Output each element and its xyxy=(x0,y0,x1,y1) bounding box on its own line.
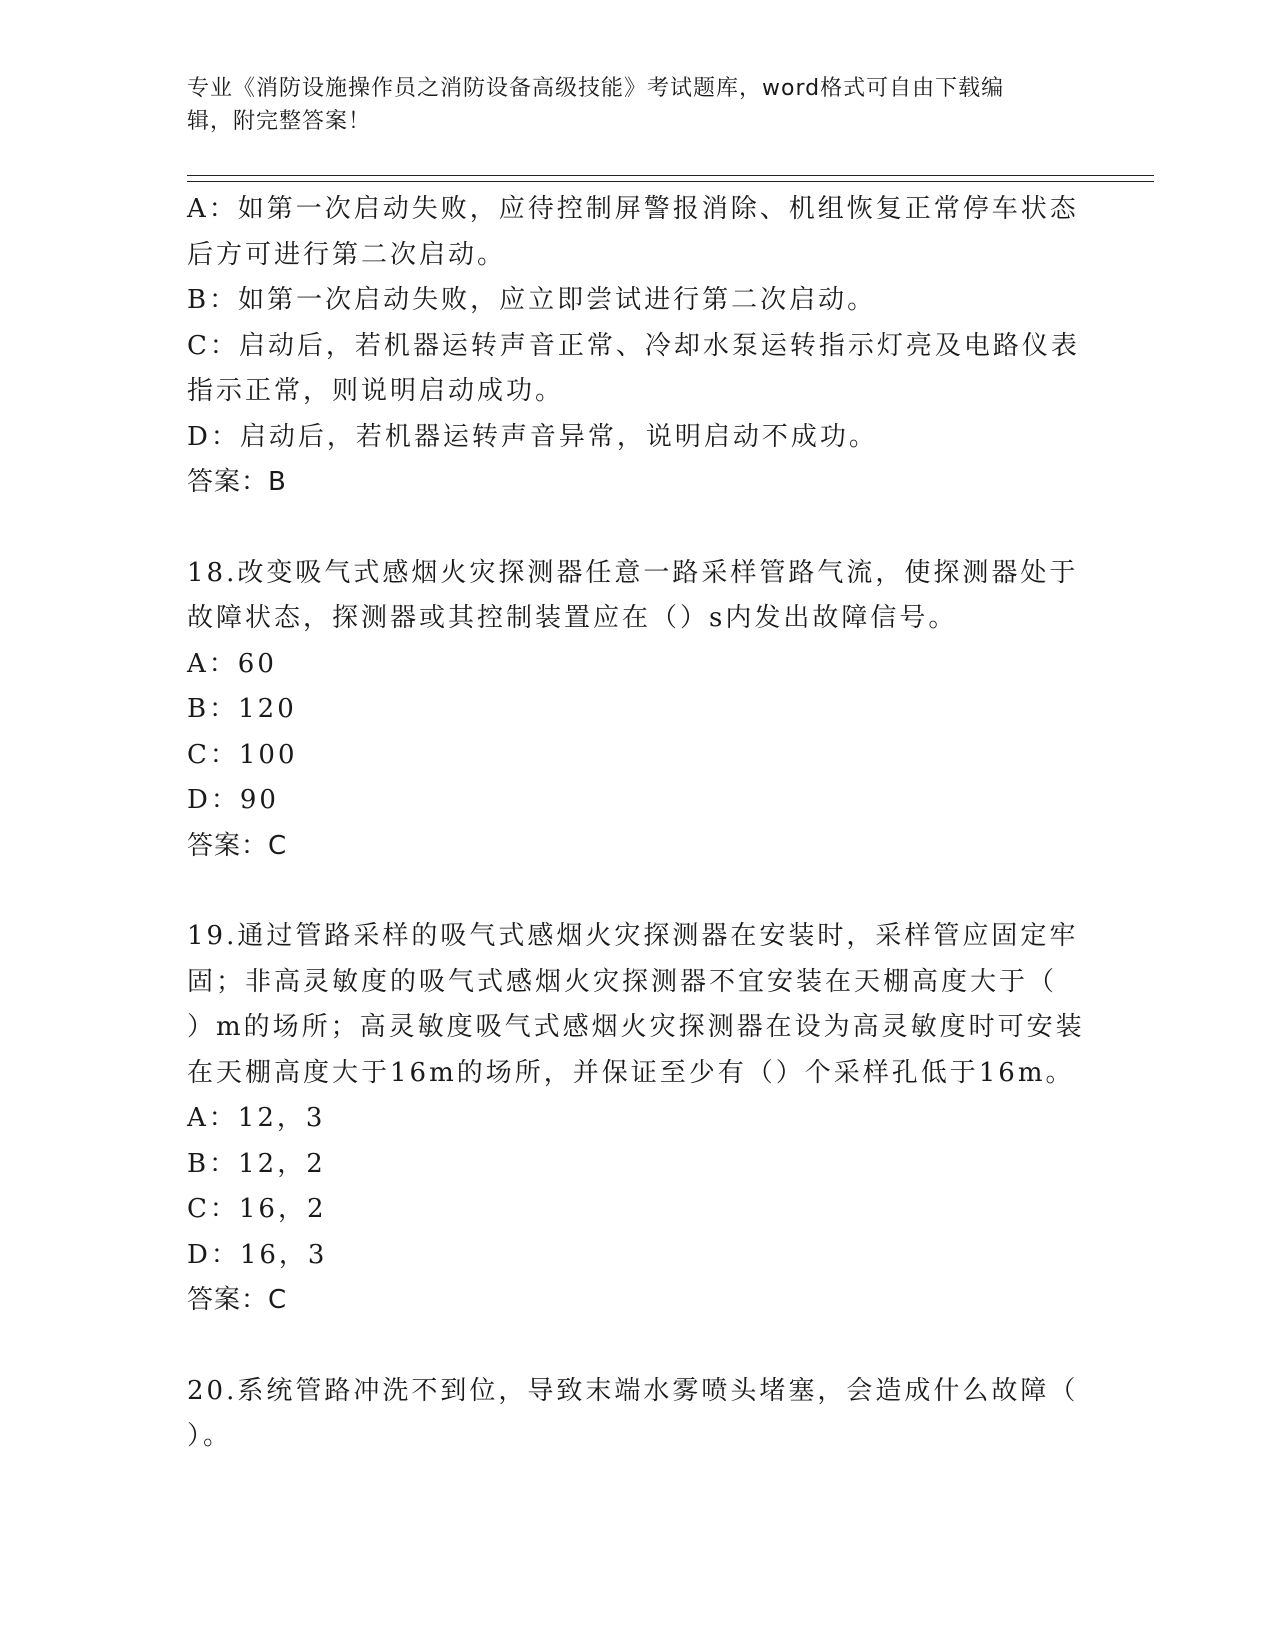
header-divider-bottom xyxy=(187,181,1154,182)
question-content xyxy=(187,187,1087,1460)
q17-answer: 答案：B xyxy=(187,467,287,497)
question-17 xyxy=(187,187,1087,506)
q19-option-d: D：16，3 xyxy=(187,1239,328,1270)
q20-stem-line-1: 20.系统管路冲洗不到位，导致末端水雾喷头堵塞，会造成什么故障（ xyxy=(187,1375,1079,1406)
question-20 xyxy=(187,1369,1087,1460)
q17-option-b: B：如第一次启动失败，应立即尝试进行第二次启动。 xyxy=(187,285,877,315)
q19-stem-line-1: 19.通过管路采样的吸气式感烟火灾探测器在安装时，采样管应固定牢 xyxy=(187,921,1079,951)
q17-option-c-line-2: 指示正常，则说明启动成功。 xyxy=(187,376,565,406)
spacer xyxy=(187,869,1087,914)
q19-stem-line-4: 在天棚高度大于16m的场所，并保证至少有（）个采样孔低于16m。 xyxy=(187,1057,1075,1088)
q17-option-d: D：启动后，若机器运转声音异常，说明启动不成功。 xyxy=(187,421,878,452)
header-line-2: 辑，附完整答案！ xyxy=(187,109,372,134)
q18-option-d: D：90 xyxy=(187,785,279,815)
header-line-1: 专业《消防设施操作员之消防设备高级技能》考试题库，word格式可自由下载编 xyxy=(187,76,1005,101)
q18-option-c: C：100 xyxy=(187,739,298,770)
q19-option-b: B：12，2 xyxy=(187,1148,326,1179)
q20-stem-line-2: ）。 xyxy=(187,1421,233,1451)
q18-answer: 答案：C xyxy=(187,830,288,861)
q19-stem-line-3: ）m的场所；高灵敏度吸气式感烟火灾探测器在设为高灵敏度时可安装 xyxy=(187,1012,1085,1042)
header-divider-top xyxy=(187,175,1154,176)
q19-option-a: A：12，3 xyxy=(187,1103,326,1133)
q18-option-b: B：120 xyxy=(187,694,297,724)
spacer xyxy=(187,1324,1087,1369)
spacer xyxy=(187,506,1087,551)
q18-stem-line-1: 18.改变吸气式感烟火灾探测器任意一路采样管路气流，使探测器处于 xyxy=(187,557,1079,588)
q19-stem-line-2: 固；非高灵敏度的吸气式感烟火灾探测器不宜安装在天棚高度大于（ xyxy=(187,966,1058,997)
question-19 xyxy=(187,914,1087,1324)
q17-option-c-line-1: C：启动后，若机器运转声音正常、冷却水泵运转指示灯亮及电路仪表 xyxy=(187,330,1080,361)
q17-option-a-line-2: 后方可进行第二次启动。 xyxy=(187,239,507,270)
question-18 xyxy=(187,551,1087,870)
q18-option-a: A：60 xyxy=(187,648,277,679)
q19-option-c: C：16，2 xyxy=(187,1194,327,1224)
q19-answer: 答案：C xyxy=(187,1285,288,1315)
page-header xyxy=(187,72,1067,138)
q18-stem-line-2: 故障状态，探测器或其控制装置应在（）s内发出故障信号。 xyxy=(187,603,958,633)
q17-option-a-line-1: A：如第一次启动失败，应待控制屏警报消除、机组恢复正常停车状态 xyxy=(187,194,1079,224)
